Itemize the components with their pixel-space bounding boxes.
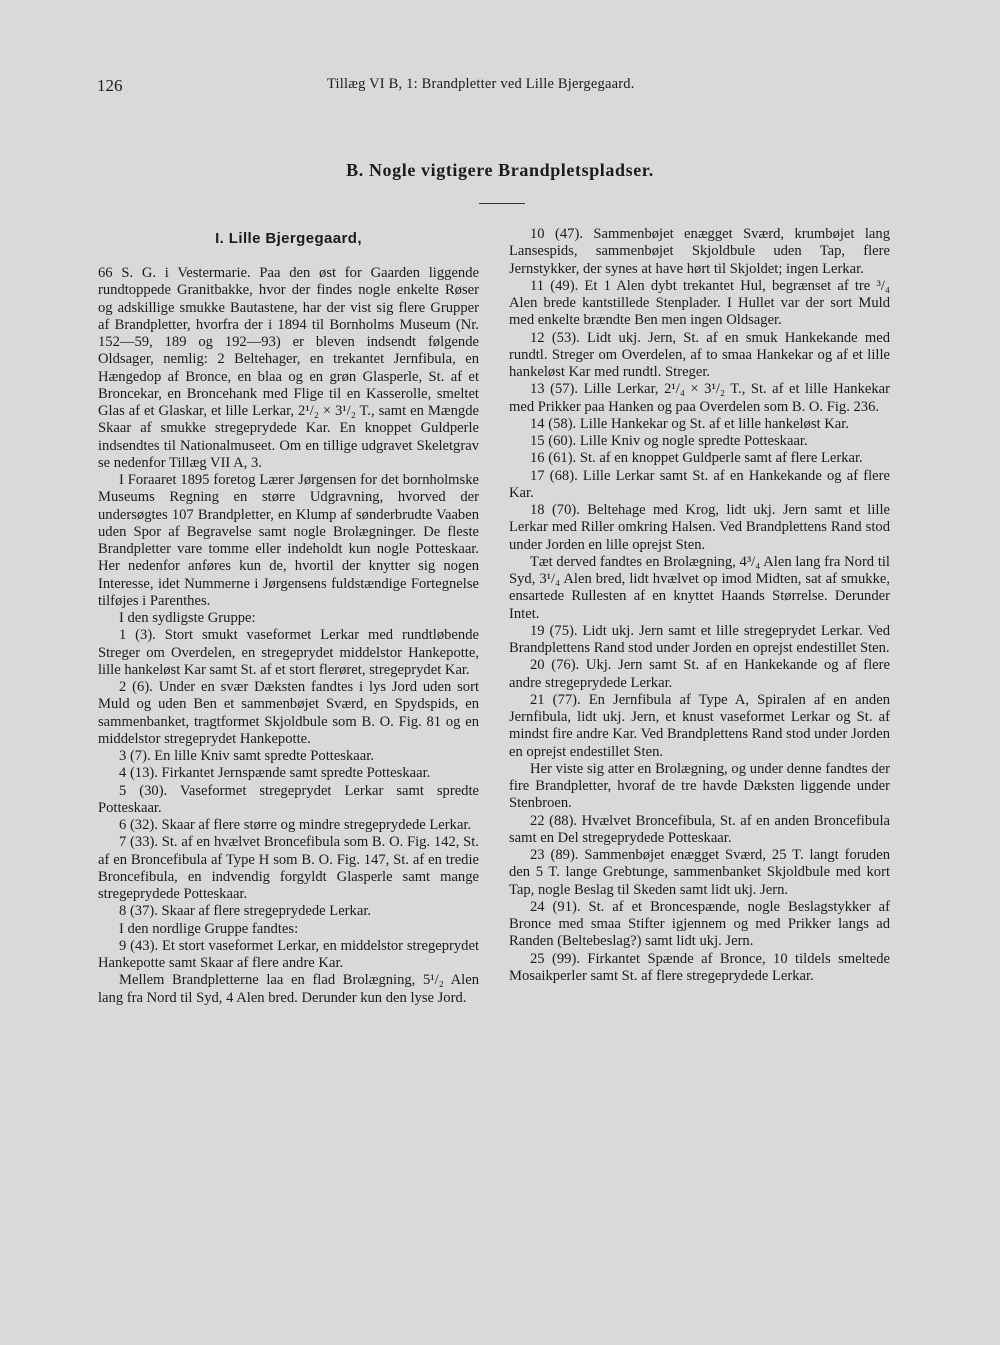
paragraph: I den nordlige Gruppe fandtes: <box>119 920 299 937</box>
paragraph: 24 (91). St. af et Broncespænde, nogle Beslagstykker af Bronce med smaa Stifter igjennem og med Prikker langs ad Randen (Beltebeslag?) samt lidt ukj. Jern. <box>509 898 890 950</box>
paragraph: 6 (32). Skaar af flere større og mindre stregeprydede Lerkar. <box>119 817 472 833</box>
paragraph: 17 (68). Lille Lerkar samt St. af en Hankekande og af flere Kar. <box>509 467 890 501</box>
paragraph: 16 (61). St. af en knoppet Guldperle samt af flere Lerkar. <box>530 450 863 467</box>
paragraph: 9 (43). Et stort vaseformet Lerkar, en middelstor stregeprydet Hankepotte samt Skaar af flere andre Kar. <box>98 937 479 971</box>
paragraph: 18 (70). Beltehage med Krog, lidt ukj. Jern samt et lille Lerkar med Riller omkring Halsen. Ved Brandplettens Rand stod under Jorden en lille oprejst Sten. <box>509 502 890 553</box>
divider <box>479 203 525 204</box>
paragraph: 22 (88). Hvælvet Broncefibula, St. af en anden Broncefibula samt en Del stregeprydede Potteskaar. <box>509 812 890 846</box>
paragraph: 20 (76). Ukj. Jern samt St. af en Hankekande og af flere andre stregeprydede Lerkar. <box>509 657 890 691</box>
paragraph: Tæt derved fandtes en Brolægning, 4³/₄ Alen lang fra Nord til Syd, 3¹/₄ Alen bred, lidt hvælvet op imod Midten, sat af smukke, ensartede Rullesten af en knyttet Haands Størrelse. Derunder Intet. <box>509 553 890 622</box>
paragraph: I Foraaret 1895 foretog Lærer Jørgensen for det bornholmske Museums Regning en større Udgravning, hvorved der undersøgtes 107 Brandpletter, en Klump af sønderbrudte Vaaben uden Spor af Begravelse samt nogle Brolægninger. De fleste Brandpletter vare tomme eller indeholdt kun nogle Potteskaar. Her nedenfor anføres kun de, hvortil der knytter sig nogen Interesse, idet Nummerne i Jørgensens fuldstændige Fortegnelse tilføjes i Parenthes. <box>98 472 479 609</box>
paragraph: 4 (13). Firkantet Jernspænde samt spredte Potteskaar. <box>119 765 431 782</box>
paragraph: 2 (6). Under en svær Dæksten fandtes i lys Jord uden sort Muld og uden Ben et sammenbøjet Sværd, en Spydspids, en sammenbanket, tragtformet Skjoldbule som B. O. Fig. 81 og en middelstor stregeprydet Hankepotte. <box>98 679 479 747</box>
paragraph: 3 (7). En lille Kniv samt spredte Potteskaar. <box>119 748 374 764</box>
paragraph: 10 (47). Sammenbøjet enægget Sværd, krumbøjet lang Lansespids, sammenbøjet Skjoldbule uden Tap, flere Jernstykker, der synes at have hørt til Skjoldet; ingen Lerkar. <box>509 226 890 277</box>
paragraph: 11 (49). Et 1 Alen dybt trekantet Hul, begrænset af tre ³/₄ Alen brede kantstillede Stenplader. I Hullet var der sort Muld med enkelte brændte Ben men ingen Oldsager. <box>509 277 890 329</box>
paragraph: 1 (3). Stort smukt vaseformet Lerkar med rundtløbende Streger om Overdelen, en stregeprydet middelstor Hankepotte, lille hankeløst Kar samt St. af et stort flerøret, stregeprydet Kar. <box>98 627 479 678</box>
subheading: I. Lille Bjergegaard, <box>215 230 362 247</box>
paragraph: 23 (89). Sammenbøjet enægget Sværd, 25 T. langt foruden den 5 T. lange Grebtunge, sammenbanket Skjoldbule med kort Tap, nogle Beslag til Skeden samt lidt ukj. Jern. <box>509 847 890 898</box>
paragraph: 14 (58). Lille Hankekar og St. af et lille hankeløst Kar. <box>530 415 849 432</box>
paragraph: 15 (60). Lille Kniv og nogle spredte Potteskaar. <box>530 433 808 449</box>
paragraph: 8 (37). Skaar af flere stregeprydede Lerkar. <box>119 903 372 920</box>
paragraph: 7 (33). St. af en hvælvet Broncefibula som B. O. Fig. 142, St. af en Broncefibula af Type H som B. O. Fig. 147, St. af en tredie Broncefibula, en indvendig forgyldt Glasperle samt mange stregeprydede Potteskaar. <box>98 834 479 902</box>
left-column <box>98 230 479 1007</box>
paragraph: 21 (77). En Jernfibula af Type A, Spiralen af en anden Jernfibula, lidt ukj. Jern, et knust vaseformet Lerkar og St. af mindst fire andre Kar. Ved Brandplettens Rand stod under Jorden en oprejst endestillet Sten. <box>509 691 890 760</box>
page-number: 126 <box>97 76 123 95</box>
right-column <box>509 226 890 985</box>
paragraph: 13 (57). Lille Lerkar, 2¹/₄ × 3¹/₂ T., St. af et lille Hankekar med Prikker paa Hanken og paa Overdelen som B. O. Fig. 236. <box>509 381 890 415</box>
paragraph: I den sydligste Gruppe: <box>119 610 256 626</box>
paragraph: 25 (99). Firkantet Spænde af Bronce, 10 tildels smeltede Mosaikperler samt St. af flere stregeprydede Lerkar. <box>509 950 890 984</box>
paragraph: Mellem Brandpletterne laa en flad Brolægning, 5¹/₂ Alen lang fra Nord til Syd, 4 Alen bred. Derunder kun den lyse Jord. <box>98 972 479 1006</box>
section-title: B. Nogle vigtigere Brandpletspladser. <box>346 160 654 180</box>
paragraph: 19 (75). Lidt ukj. Jern samt et lille stregeprydet Lerkar. Ved Brandplettens Rand stod under Jorden en oprejst endestillet Sten. <box>509 622 890 656</box>
running-title: Tillæg VI B, 1: Brandpletter ved Lille Bjergegaard. <box>327 76 635 92</box>
paragraph: 66 S. G. i Vestermarie. Paa den øst for Gaarden liggende rundtoppede Granitbakke, hvor der findes nogle enkelte Røser og adskillige smukke Bautastene, har der vist sig flere Grupper af Brandpletter, hvorfra der i 1894 til Bornholms Museum (Nr. 152—59, 189 og 192—93) er bleven indsendt følgende Oldsager, nemlig: 2 Beltehager, en trekantet Jernfibula, en Hængedop af Bronce, en blaa og en grøn Glasperle, St. af et Broncekar, en Broncehank med Flige til en Kasserolle, smeltet Glas af et Glaskar, et lille Lerkar, 2¹/₂ × 3¹/₂ T., samt en Mængde Skaar af smukke stregeprydede Kar. En knoppet Guldperle indsendtes til Nationalmuseet. Om en tillige udgravet Skeletgrav se nedenfor Tillæg VII A, 3. <box>98 265 479 471</box>
paragraph: Her viste sig atter en Brolægning, og under denne fandtes der fire Brandpletter, hvoraf de tre havde Dæksten liggende under Stenbroen. <box>509 760 890 812</box>
paragraph: 5 (30). Vaseformet stregeprydet Lerkar samt spredte Potteskaar. <box>98 782 479 816</box>
paragraph: 12 (53). Lidt ukj. Jern, St. af en smuk Hankekande med rundtl. Streger om Overdelen, af to smaa Hankekar og af et lille hankeløst Kar med rundtl. Streger. <box>509 329 890 380</box>
